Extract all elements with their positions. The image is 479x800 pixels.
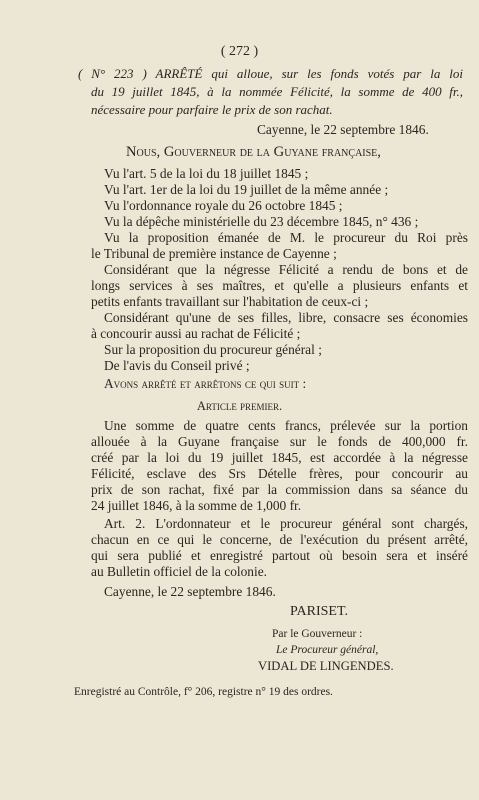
procureur-title: Le Procureur général, [276,644,379,656]
article-2-line-4: au Bulletin officiel de la colonie. [91,564,268,579]
header-line-2: du 19 juillet 1845, à la nommée Félicité, la somme de 400 fr., [91,84,463,99]
article-premier-heading: Article premier. [196,399,283,413]
avis-line: De l'avis du Conseil privé ; [104,358,250,373]
vu-line-1: Vu l'art. 5 de la loi du 18 juillet 1845 ; [104,166,309,181]
vu-line-3: Vu l'ordonnance royale du 26 octobre 1845 ; [104,198,343,213]
header-line-1: ( N° 223 ) ARRÊTÉ qui alloue, sur les fonds votés par la loi [78,66,463,81]
considerant-2-line-2: à concourir aussi au rachat de Félicité ; [91,326,301,341]
proposition-line: Sur la proposition du procureur général ; [104,342,322,357]
article-1-line-5: prix de son rachat, fixé par la commission dans sa séance du [91,482,468,497]
article-1-line-1: Une somme de quatre cents francs, prélevée sur la portion [104,418,468,433]
closing-dateline: Cayenne, le 22 septembre 1846. [104,584,276,599]
decree-title: Nous, Gouverneur de la Guyane française, [126,144,381,160]
article-1-line-4: Félicité, esclave des Srs Dételle frères, pour concourir au [91,466,468,481]
article-1-line-3: créé par la loi du 19 juillet 1845, est accordée à la négresse [91,450,468,465]
considerant-1-line-2: longs services à ses maîtres, et qu'elle a plusieurs enfants et [91,278,468,293]
procureur-signature: VIDAL DE LINGENDES. [258,659,394,673]
arretons-line: Avons arrêté et arrêtons ce qui suit : [104,376,307,391]
article-1-line-6: 24 juillet 1846, à la somme de 1,000 fr. [91,498,302,513]
article-1-line-2: allouée à la Guyane française sur le fonds de 400,000 fr. [91,434,468,449]
page-number: ( 272 ) [220,44,259,59]
vu-line-2: Vu l'art. 1er de la loi du 19 juillet de la même année ; [104,182,389,197]
article-2-line-3: qui sera publié et enregistré partout où besoin sera et inséré [91,548,468,563]
dateline: Cayenne, le 22 septembre 1846. [257,122,429,137]
governor-signature: PARISET. [290,604,348,619]
considerant-2-line-1: Considérant qu'une de ses filles, libre, consacre ses économies [104,310,468,325]
considerant-1-line-1: Considérant que la négresse Félicité a rendu de bons et de [104,262,468,277]
registration-footer: Enregistré au Contrôle, f° 206, registre n° 19 des ordres. [74,686,333,698]
vu-line-4: Vu la dépêche ministérielle du 23 décembre 1845, n° 436 ; [104,214,419,229]
article-2-line-2: chacun en ce qui le concerne, de l'exécution du présent arrêté, [91,532,468,547]
header-line-3: nécessaire pour parfaire le prix de son rachat. [91,102,333,117]
vu-5-line-2: le Tribunal de première instance de Cayenne ; [91,246,337,261]
vu-5-line-1: Vu la proposition émanée de M. le procureur du Roi près [104,230,468,245]
considerant-1-line-3: petits enfants travaillant sur l'habitation de ceux-ci ; [91,294,369,309]
par-le-gouverneur: Par le Gouverneur : [272,628,363,640]
article-2-line-1: Art. 2. L'ordonnateur et le procureur général sont chargés, [104,516,468,531]
